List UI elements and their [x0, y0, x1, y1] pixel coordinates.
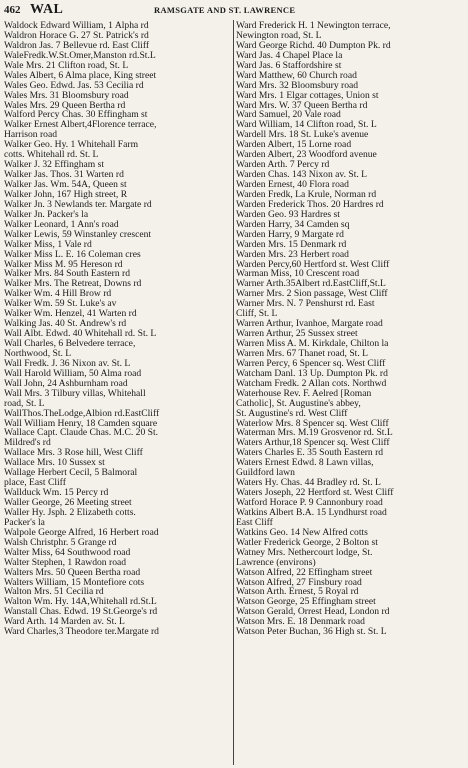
- directory-entry-line: Walton Mrs. 51 Cecilia rd: [4, 587, 104, 598]
- directory-entry-line: Warden Harry, 34 Camden sq: [236, 219, 350, 230]
- directory-entry-line: Warden Frederick Thos. 20 Hardres rd: [236, 199, 384, 210]
- directory-entry-line: Walker Miss M. 95 Hereson rd: [4, 259, 123, 270]
- directory-entry-line: Warden Ernest, 40 Flora road: [236, 180, 349, 190]
- directory-entry-line: Walker Jn. 3 Newlands ter. Margate rd: [4, 199, 152, 210]
- directory-entry-line: Warman Miss, 10 Crescent road: [236, 269, 360, 280]
- directory-entry-line: Ward Frederick H. 1 Newington terrace,: [236, 21, 391, 31]
- directory-entry-line: Wales Geo. Edwd. Jas. 53 Cecilia rd: [4, 80, 144, 91]
- directory-entry-line: WallThos.TheLodge,Albion rd.EastCliff: [4, 408, 160, 419]
- directory-entry-line: Waters Charles E. 35 South Eastern rd: [236, 448, 384, 459]
- directory-entry-line: Walker Wm. Henzel, 41 Warten rd: [4, 309, 137, 320]
- directory-entry-line: Wall Mrs. 3 Tilbury villas, Whitehall: [4, 388, 146, 399]
- directory-entry-line: Waller George, 26 Meeting street: [4, 498, 132, 508]
- directory-entry-line: Catholic], St. Augustine's abbey,: [236, 398, 361, 409]
- directory-entry-line: Walker Jas. Wm. 54A, Queen st: [4, 180, 127, 190]
- directory-entry-line: Warden Mrs. 15 Denmark rd: [236, 239, 347, 250]
- directory-entry-line: Walker John, 167 High street, R: [4, 189, 128, 200]
- directory-entry-line: Watson Arth. Ernest, 5 Royal rd: [236, 587, 359, 598]
- directory-entry-line: Ward George Richd. 40 Dumpton Pk. rd: [236, 40, 391, 51]
- directory-entry-line: Walker Mrs. 84 South Eastern rd: [4, 269, 131, 280]
- directory-entry-line: Warden Fredk, La Krule, Norman rd: [236, 189, 377, 200]
- directory-entry-line: Watkins Albert B.A. 15 Lyndhurst road: [236, 507, 387, 518]
- directory-entry-line: Waters Arthur,18 Spencer sq. West Cliff: [236, 438, 390, 449]
- running-title: RAMSGATE AND ST. LAWRENCE: [154, 5, 296, 15]
- directory-entry-line: Guildford lawn: [236, 468, 295, 479]
- directory-entry-line: Ward Mrs. 1 Elgar cottages, Union st: [236, 90, 379, 101]
- directory-entry-line: Watson Alfred, 22 Effingham street: [236, 567, 373, 578]
- directory-entry-line: Watson George, 25 Effingham street: [236, 597, 376, 608]
- directory-entry-line: Watney Mrs. Nethercourt lodge, St.: [236, 547, 373, 558]
- directory-entry-line: Walker Wm. 59 St. Luke's av: [4, 299, 117, 310]
- directory-entry-line: Watkins Geo. 14 New Alfred cotts: [236, 527, 368, 538]
- directory-entry-line: Watler Frederick George, 2 Bolton st: [236, 537, 378, 548]
- directory-entry-line: Walters Mrs. 50 Queen Bertha road: [4, 567, 141, 578]
- left-column: [4, 21, 234, 637]
- directory-entry-line: Walker Miss L. E. 16 Coleman cres: [4, 249, 141, 260]
- directory-entry-line: Ward Matthew, 60 Church road: [236, 70, 357, 81]
- directory-entry-line: place, East Cliff: [4, 478, 66, 489]
- directory-entry-line: Ward Arth. 14 Marden av. St. L: [4, 617, 125, 628]
- directory-entry-line: Waters Ernest Edwd. 8 Lawn villas,: [236, 458, 374, 469]
- directory-entry-line: Walker Jas. Thos. 31 Warten rd: [4, 170, 124, 180]
- page-header: [4, 2, 464, 18]
- directory-entry-line: Ward Mrs. 32 Bloomsbury road: [236, 80, 359, 91]
- directory-entry-line: Wales Albert, 6 Alma place, King street: [4, 70, 157, 81]
- directory-entry-line: Walking Jas. 40 St. Andrew's rd: [4, 319, 127, 330]
- section-keyword: WAL: [30, 2, 64, 17]
- directory-entry-line: Lawrence (environs): [236, 557, 316, 568]
- directory-entry-line: Walker J. 32 Effingham st: [4, 160, 105, 171]
- directory-entry-line: Warden Arth. 7 Percy rd: [236, 160, 330, 171]
- directory-entry-line: Warren Arthur, Ivanhoe, Margate road: [236, 319, 383, 330]
- directory-entry-line: Warden Percy,60 Hertford st. West Cliff: [236, 259, 390, 270]
- directory-entry-line: Warner Mrs. 2 Sion passage, West Cliff: [236, 289, 388, 300]
- directory-entry-line: Wales Mrs. 31 Bloomsbury road: [4, 90, 129, 101]
- directory-entry-line: Walters William, 15 Montefiore cots: [4, 577, 145, 588]
- directory-entry-line: Walker Geo. Hy. 1 Whitehall Farm: [4, 140, 139, 151]
- directory-entry-line: Wall Harold William, 50 Alma road: [4, 368, 142, 379]
- directory-entry-line: Ward Samuel, 20 Vale road: [236, 110, 341, 121]
- directory-entry-line: Walford Percy Chas. 30 Effingham st: [4, 110, 148, 121]
- directory-entry-line: Wall Charles, 6 Belvedere terrace,: [4, 339, 136, 349]
- directory-entry-line: Walpole George Alfred, 16 Herbert road: [4, 527, 159, 538]
- directory-entry-line: Warden Albert, 23 Woodford avenue: [236, 150, 377, 161]
- directory-entry-line: Wardell Mrs. 18 St. Luke's avenue: [236, 130, 369, 141]
- directory-entry-line: Walsh Christphr. 5 Grange rd: [4, 537, 117, 548]
- directory-entry-line: Waldron Horace G. 27 St. Patrick's rd: [4, 30, 149, 41]
- directory-entry-line: Harrison road: [4, 130, 58, 141]
- directory-entry-line: Warner Mrs. N. 7 Penshurst rd. East: [236, 299, 375, 310]
- directory-entry-line: Walker Mrs. The Retreat, Downs rd: [4, 279, 142, 290]
- directory-entry-line: Wanstall Chas. Edwd. 19 St.George's rd: [4, 607, 158, 618]
- directory-entry-line: Mildred's rd: [4, 438, 51, 449]
- directory-entry-line: Waters Joseph, 22 Hertford st. West Cliff: [236, 488, 394, 498]
- directory-entry-line: Walker Wm. 4 Hill Brow rd: [4, 289, 112, 300]
- directory-entry-line: Walker Jn. Packer's la: [4, 209, 89, 220]
- directory-entry-line: Warden Harry, 9 Margate rd: [236, 229, 344, 240]
- directory-entry-line: East Cliff: [236, 517, 273, 528]
- directory-entry-line: Waldron Jas. 7 Bellevue rd. East Cliff: [4, 40, 150, 51]
- directory-entry-line: Wales Mrs. 29 Queen Bertha rd: [4, 100, 126, 111]
- directory-entry-line: Walter Miss, 64 Southwood road: [4, 547, 131, 558]
- directory-entry-line: WaleFredk.W.St.Omer,Manston rd.St.L: [4, 50, 156, 61]
- right-column: [236, 21, 465, 637]
- directory-entry-line: Watford Horace P. 9 Cannonbury road: [236, 498, 383, 508]
- directory-entry-line: Walter Stephen, 1 Rawdon road: [4, 557, 127, 568]
- directory-entry-line: Wallace Mrs. 10 Sussex st: [4, 458, 105, 469]
- directory-entry-line: Ward Charles,3 Theodore ter.Margate rd: [4, 627, 159, 638]
- directory-entry-line: Watson Mrs. E. 18 Denmark road: [236, 617, 365, 628]
- directory-entry-line: Wallage Herbert Cecil, 5 Balmoral: [4, 468, 138, 479]
- directory-entry-line: Warren Miss A. M. Kirkdale, Chilton la: [236, 339, 389, 349]
- directory-entry-line: road, St. L: [4, 398, 45, 409]
- directory-entry-line: Cliff, St. L: [236, 309, 278, 320]
- directory-entry-line: Warden Geo. 93 Hardres st: [236, 209, 340, 220]
- directory-entry-line: Warren Percy, 6 Spencer sq. West Cliff: [236, 358, 386, 369]
- directory-entry-line: Wallace Mrs. 3 Rose hill, West Cliff: [4, 448, 143, 459]
- directory-entry-line: Watson Alfred, 27 Finsbury road: [236, 577, 362, 588]
- directory-entry-line: Warden Chas. 143 Nixon av. St. L: [236, 170, 368, 180]
- column-divider: [233, 20, 234, 765]
- directory-entry-line: Ward Mrs. W. 37 Queen Bertha rd: [236, 100, 368, 111]
- directory-entry-line: Ward William, 14 Clifton road, St. L: [236, 120, 377, 131]
- directory-entry-line: Wale Mrs. 21 Clifton road, St. L: [4, 60, 129, 71]
- directory-entry-line: Northwood, St. L: [4, 348, 72, 359]
- directory-entry-line: Wall William Henry, 18 Camden square: [4, 418, 158, 429]
- directory-entry-line: Wall Fredk. J. 36 Nixon av. St. L: [4, 358, 131, 369]
- directory-entry-line: Watcham Fredk. 2 Allan cots. Northwd: [236, 378, 387, 389]
- page-number: 462: [4, 4, 21, 16]
- directory-entry-line: Packer's la: [4, 517, 45, 528]
- directory-entry-line: Wallace Capt. Claude Chas. M.C. 20 St.: [4, 428, 159, 439]
- directory-entry-line: Watson Gerald, Orrest Head, London rd: [236, 607, 390, 618]
- directory-entry-line: Ward Jas. 4 Chapel Place la: [236, 50, 343, 61]
- directory-entry-line: Walker Miss, 1 Vale rd: [4, 239, 92, 250]
- directory-entry-line: Wall Albt. Edwd. 40 Whitehall rd. St. L: [4, 329, 157, 339]
- directory-entry-line: cotts. Whitehall rd. St. L: [4, 150, 99, 161]
- directory-entry-line: Wallduck Wm. 15 Percy rd: [4, 488, 109, 498]
- directory-entry-line: Walker Leonard, 1 Ann's road: [4, 219, 119, 230]
- directory-entry-line: Walker Lewis, 59 Winstanley crescent: [4, 229, 152, 240]
- directory-entry-line: Warren Arthur, 25 Sussex street: [236, 329, 358, 339]
- directory-entry-line: Waterman Mrs. M.19 Grosvenor rd. St.L: [236, 428, 393, 439]
- directory-entry-line: Walton Wm. Hy. 14A,Whitehall rd.St.L: [4, 597, 157, 608]
- directory-entry-line: Warren Mrs. 67 Thanet road, St. L: [236, 348, 368, 359]
- directory-entry-line: Warden Mrs. 23 Herbert road: [236, 249, 349, 260]
- directory-entry-line: Warner Arth.35Albert rd.EastCliff,St.L: [236, 279, 386, 290]
- directory-entry-line: Waterlow Mrs. 8 Spencer sq. West Cliff: [236, 418, 389, 429]
- directory-entry-line: Walker Ernest Albert,4Florence terrace,: [4, 120, 157, 131]
- directory-entry-line: Waterhouse Rev. F. Aelred [Roman: [236, 388, 372, 399]
- directory-entry-line: Watcham Danl. 13 Up. Dumpton Pk. rd: [236, 368, 388, 379]
- directory-entry-line: Watson Peter Buchan, 36 High st. St. L: [236, 627, 387, 638]
- directory-entry-line: Newington road, St. L: [236, 30, 322, 41]
- directory-entry-line: St. Augustine's rd. West Cliff: [236, 408, 348, 419]
- directory-entry-line: Warden Albert, 15 Lorne road: [236, 140, 352, 151]
- directory-entry-line: Waller Hy. Jsph. 2 Elizabeth cotts.: [4, 507, 136, 518]
- directory-entry-line: Wall John, 24 Ashburnham road: [4, 378, 128, 389]
- directory-entry-line: Ward Jas. 6 Staffordshire st: [236, 60, 342, 71]
- directory-entry-line: Waldock Edward William, 1 Alpha rd: [4, 21, 149, 31]
- directory-entry-line: Waters Hy. Chas. 44 Bradley rd. St. L: [236, 478, 381, 489]
